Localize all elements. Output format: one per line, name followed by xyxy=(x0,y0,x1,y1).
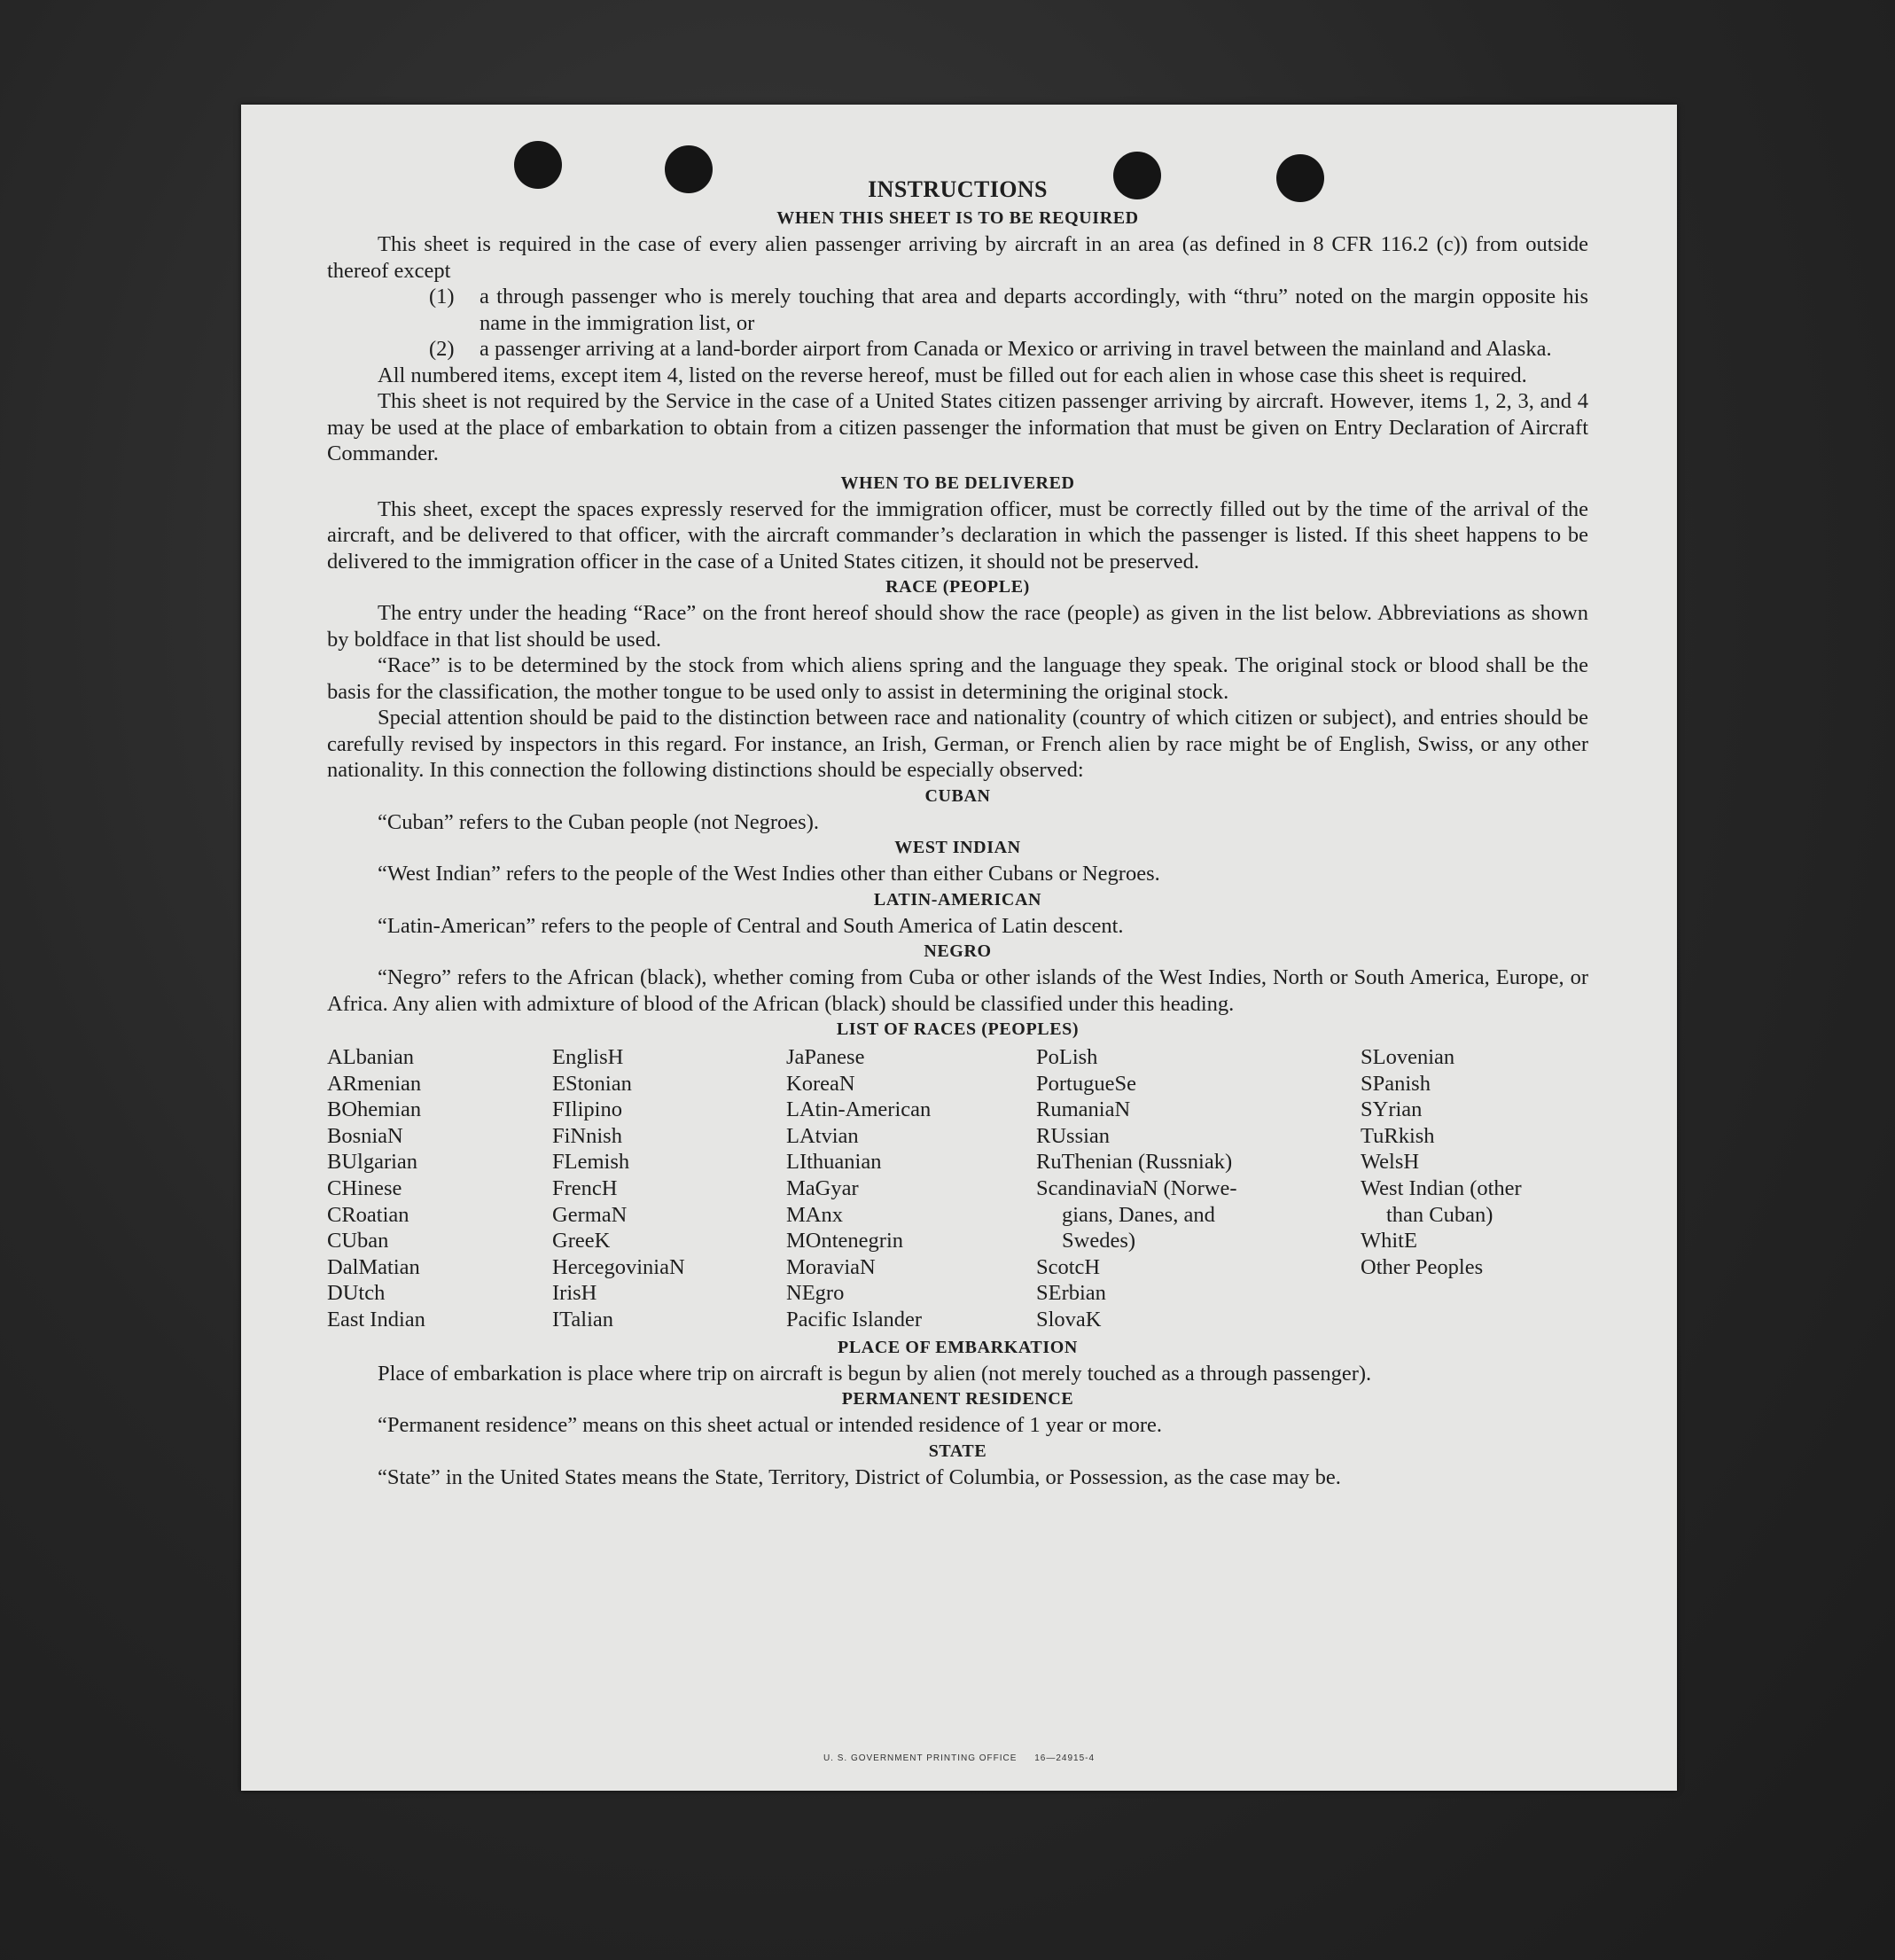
race-entry: ARmenian xyxy=(327,1071,422,1096)
race-entry-continued: than Cuban) xyxy=(1386,1202,1493,1227)
heading-permanent-residence: PERMANENT RESIDENCE xyxy=(841,1389,1074,1409)
race-entry: ALbanian xyxy=(327,1045,414,1069)
race-entry: RuThenian (Russniak) xyxy=(1036,1150,1233,1175)
heading-list-of-races: LIST OF RACES (PEOPLES) xyxy=(836,1019,1080,1039)
race-entry: TuRkish xyxy=(1361,1123,1435,1148)
negro-definition: “Negro” refers to the African (black), whether coming from Cuba or other islands of the West Indies, North or South America, Europe, or Africa. Any alien with admixture of blood of the African (black) should be classified under this heading. xyxy=(327,965,1588,1016)
race-entry: MoraviaN xyxy=(786,1254,876,1279)
race-paragraph: “Race” is to be determined by the stock from which aliens spring and the language they speak. The original stock or blood shall be the basis for the classification, the mother tongue to be used only to assist in determining the original stock. xyxy=(327,653,1588,704)
race-entry: FiNnish xyxy=(552,1123,622,1148)
embarkation-definition: Place of embarkation is place where trip on aircraft is begun by alien (not merely touched as a through passenger). xyxy=(378,1361,1372,1386)
exception-item xyxy=(327,336,1588,363)
race-entry: SErbian xyxy=(1036,1281,1106,1306)
race-entry: ScandinaviaN (Norwe- xyxy=(1036,1175,1237,1200)
race-column xyxy=(327,1044,552,1333)
race-entry: LAtin-American xyxy=(786,1097,932,1122)
exception-item-number: (1) xyxy=(429,285,455,308)
race-entry: FLemish xyxy=(552,1150,630,1175)
race-entry: DUtch xyxy=(327,1281,386,1306)
race-entry: PoLish xyxy=(1036,1045,1098,1069)
race-entry: SPanish xyxy=(1361,1071,1431,1096)
race-entry: SLovenian xyxy=(1361,1045,1455,1069)
race-entry: CRoatian xyxy=(327,1202,409,1227)
race-entry: BOhemian xyxy=(327,1097,422,1122)
race-entry: ITalian xyxy=(552,1307,614,1331)
race-column xyxy=(552,1044,786,1333)
race-entry: JaPanese xyxy=(786,1045,865,1069)
race-entry: PortugueSe xyxy=(1036,1071,1136,1096)
heading-state: STATE xyxy=(928,1441,987,1461)
race-entry: GermaN xyxy=(552,1202,628,1227)
race-list xyxy=(327,1044,1588,1333)
race-entry: IrisH xyxy=(552,1281,597,1306)
race-entry: SYrian xyxy=(1361,1097,1423,1122)
heading-latin-american: LATIN-AMERICAN xyxy=(873,889,1042,910)
exception-item xyxy=(327,284,1588,336)
when-required-paragraph: This sheet is not required by the Service in the case of a United States citizen passenger arriving by aircraft. However, items 1, 2, 3, and 4 may be used at the place of embarkation to obtain from a citizen passenger the information that must be given on Entry Declaration of Aircraft Commander. xyxy=(327,389,1588,465)
race-entry: East Indian xyxy=(327,1307,425,1331)
race-entry: LIthuanian xyxy=(786,1150,882,1175)
race-entry: EnglisH xyxy=(552,1045,624,1069)
heading-when-delivered: WHEN TO BE DELIVERED xyxy=(840,472,1075,493)
race-entry: SlovaK xyxy=(1036,1307,1102,1331)
race-entry: WhitE xyxy=(1361,1229,1417,1253)
race-entry: MOntenegrin xyxy=(786,1229,903,1253)
exception-item-number: (2) xyxy=(429,337,455,361)
instructions-text xyxy=(327,174,1588,1490)
heading-cuban: CUBAN xyxy=(924,785,991,806)
heading-west-indian: WEST INDIAN xyxy=(894,838,1021,857)
race-paragraph: The entry under the heading “Race” on the front hereof should show the race (people) as given in the list below. Abbreviations as shown by boldface in that list should be used. xyxy=(327,601,1588,652)
west-indian-definition: “West Indian” refers to the people of the West Indies other than either Cubans or Negroes. xyxy=(378,862,1160,886)
race-entry: BosniaN xyxy=(327,1123,403,1148)
when-required-paragraph: All numbered items, except item 4, listed on the reverse hereof, must be filled out for each alien in whose case this sheet is required. xyxy=(378,363,1527,387)
latin-american-definition: “Latin-American” refers to the people of Central and South America of Latin descent. xyxy=(378,913,1124,938)
race-entry: CHinese xyxy=(327,1175,402,1200)
when-delivered-paragraph: This sheet, except the spaces expressly reserved for the immigration officer, must be correctly filled out by the time of the arrival of the aircraft, and be delivered to that officer, with the aircraft commander’s declaration in which the passenger is listed. If this sheet happens to be delivered to the immigration officer in the case of a United States citizen, it should not be preserved. xyxy=(327,496,1588,574)
printer-name: U. S. GOVERNMENT PRINTING OFFICE xyxy=(823,1753,1018,1763)
race-entry: MaGyar xyxy=(786,1175,859,1200)
race-column xyxy=(1036,1044,1361,1333)
race-paragraph: Special attention should be paid to the distinction between race and nationality (country of which citizen or subject), and entries should be carefully revised by inspectors in this regard. For instance, an Irish, German, or French alien by race might be of English, Swiss, or any other nationality. In this connection the following distinctions should be especially observed: xyxy=(327,706,1588,782)
heading-negro: NEGRO xyxy=(924,941,992,961)
cuban-definition: “Cuban” refers to the Cuban people (not Negroes). xyxy=(378,809,819,834)
race-entry: NEgro xyxy=(786,1281,845,1306)
race-entry: GreeK xyxy=(552,1229,611,1253)
printer-footer xyxy=(241,1753,1677,1763)
race-entry: EStonian xyxy=(552,1071,632,1096)
race-entry-continued: Swedes) xyxy=(1062,1229,1136,1253)
race-entry: LAtvian xyxy=(786,1123,859,1148)
race-entry: BUlgarian xyxy=(327,1150,418,1175)
heading-place-of-embarkation: PLACE OF EMBARKATION xyxy=(838,1337,1078,1357)
race-entry: FIlipino xyxy=(552,1097,622,1122)
state-definition: “State” in the United States means the State, Territory, District of Columbia, or Possession, as the case may be. xyxy=(378,1464,1341,1489)
race-entry: ScotcH xyxy=(1036,1254,1101,1279)
heading-when-required: WHEN THIS SHEET IS TO BE REQUIRED xyxy=(776,208,1139,228)
race-entry: MAnx xyxy=(786,1202,843,1227)
residence-definition: “Permanent residence” means on this sheet actual or intended residence of 1 year or more. xyxy=(378,1413,1163,1438)
race-entry-continued: gians, Danes, and xyxy=(1062,1202,1215,1227)
race-entry: DalMatian xyxy=(327,1254,420,1279)
when-required-intro: This sheet is required in the case of every alien passenger arriving by aircraft in an area (as defined in 8 CFR 116.2 (c)) from outside thereof except xyxy=(327,232,1588,283)
race-entry: Other Peoples xyxy=(1361,1254,1484,1279)
race-entry: WelsH xyxy=(1361,1150,1420,1175)
race-entry: HercegoviniaN xyxy=(552,1254,685,1279)
exception-item-text: a passenger arriving at a land-border airport from Canada or Mexico or arriving in travel between the mainland and Alaska. xyxy=(480,337,1552,361)
form-code: 16—24915-4 xyxy=(1034,1753,1096,1763)
race-entry: Pacific Islander xyxy=(786,1307,923,1331)
race-entry: FrencH xyxy=(552,1175,618,1200)
race-entry: RumaniaN xyxy=(1036,1097,1131,1122)
race-column xyxy=(786,1044,1036,1333)
race-entry: KoreaN xyxy=(786,1071,855,1096)
page-title: INSTRUCTIONS xyxy=(868,176,1048,202)
heading-race: RACE (PEOPLE) xyxy=(885,577,1030,597)
exception-item-text: a through passenger who is merely touching that area and departs accordingly, with “thru” noted on the margin opposite his name in the immigration list, or xyxy=(480,285,1588,335)
race-column xyxy=(1361,1044,1588,1333)
race-entry: CUban xyxy=(327,1229,389,1253)
race-entry: West Indian (other xyxy=(1361,1175,1522,1200)
race-entry: RUssian xyxy=(1036,1123,1111,1148)
document-page xyxy=(241,105,1677,1791)
